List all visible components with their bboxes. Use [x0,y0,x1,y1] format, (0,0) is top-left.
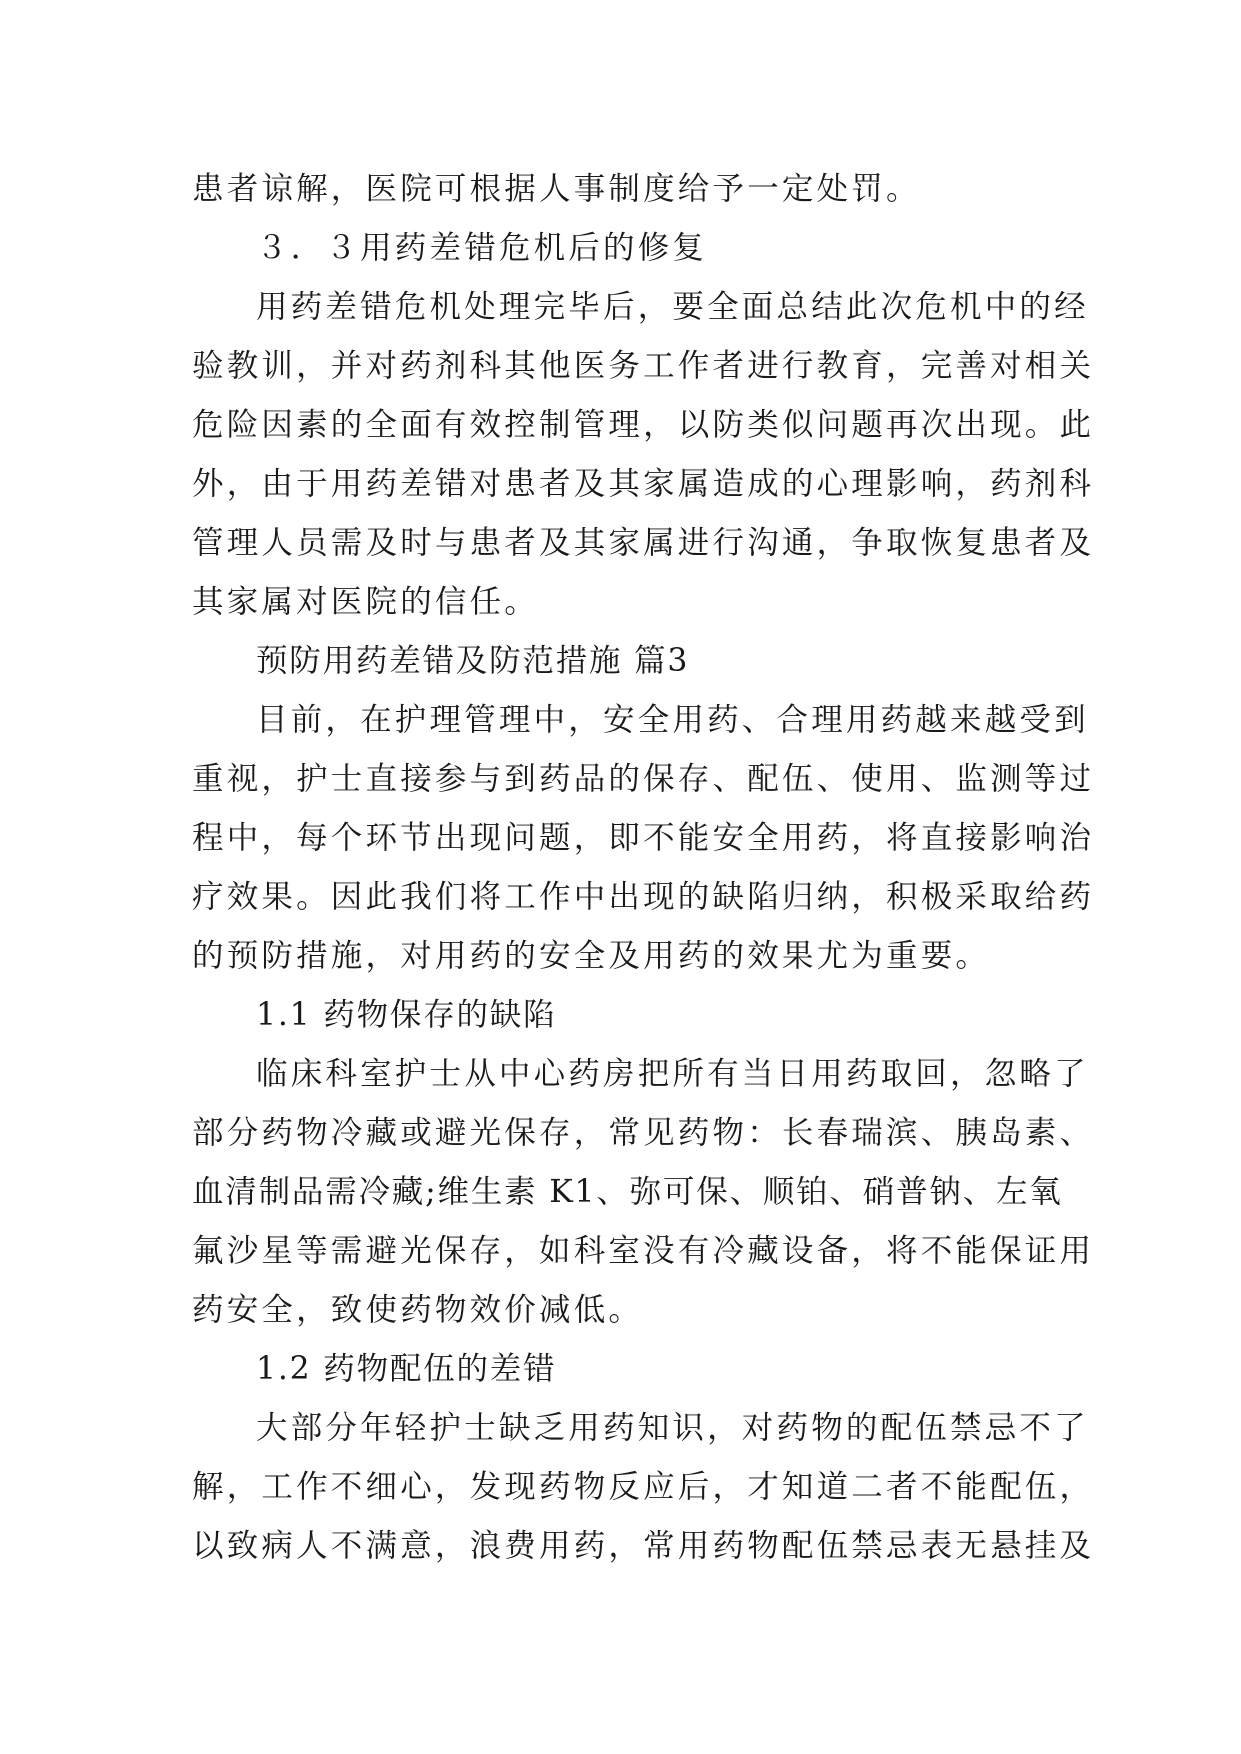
paragraph-line: 血清制品需冷藏;维生素 K1、弥可保、顺铂、硝普钠、左氧 [192,1174,1063,1210]
paragraph-line: 部分药物冷藏或避光保存，常见药物：长春瑞滨、胰岛素、 [192,1115,1095,1151]
article-title: 预防用药差错及防范措施 篇3 [256,643,690,679]
paragraph-line: 氟沙星等需避光保存，如科室没有冷藏设备，将不能保证用 [192,1233,1095,1269]
paragraph-line: 程中，每个环节出现问题，即不能安全用药，将直接影响治 [192,820,1095,856]
paragraph-line: 目前，在护理管理中，安全用药、合理用药越来越受到 [256,702,1089,738]
section-heading: 1.1 药物保存的缺陷 [256,997,557,1033]
paragraph-line: 临床科室护士从中心药房把所有当日用药取回，忽略了 [256,1056,1089,1092]
paragraph-line: 验教训，并对药剂科其他医务工作者进行教育，完善对相关 [192,348,1095,384]
paragraph-line: 管理人员需及时与患者及其家属进行沟通，争取恢复患者及 [192,525,1095,561]
paragraph-line: 重视，护士直接参与到药品的保存、配伍、使用、监测等过 [192,761,1095,797]
paragraph-line: 疗效果。因此我们将工作中出现的缺陷归纳，积极采取给药 [192,879,1095,915]
document-body [192,160,1095,1576]
section-heading: ３．３用药差错危机后的修复 [256,230,708,266]
paragraph-line: 药安全，致使药物效价减低。 [192,1292,644,1328]
paragraph-line: 大部分年轻护士缺乏用药知识，对药物的配伍禁忌不了 [256,1410,1089,1446]
paragraph-line: 患者谅解，医院可根据人事制度给予一定处罚。 [192,171,921,207]
paragraph-line: 外，由于用药差错对患者及其家属造成的心理影响，药剂科 [192,466,1095,502]
paragraph-line: 其家属对医院的信任。 [192,584,540,620]
paragraph-line: 危险因素的全面有效控制管理，以防类似问题再次出现。此 [192,407,1095,443]
section-heading: 1.2 药物配伍的差错 [256,1351,557,1387]
paragraph-line: 的预防措施，对用药的安全及用药的效果尤为重要。 [192,938,991,974]
paragraph-line: 解，工作不细心，发现药物反应后，才知道二者不能配伍， [192,1469,1095,1505]
paragraph-line: 用药差错危机处理完毕后，要全面总结此次危机中的经 [256,289,1089,325]
paragraph-line: 以致病人不满意，浪费用药，常用药物配伍禁忌表无悬挂及 [192,1528,1095,1564]
